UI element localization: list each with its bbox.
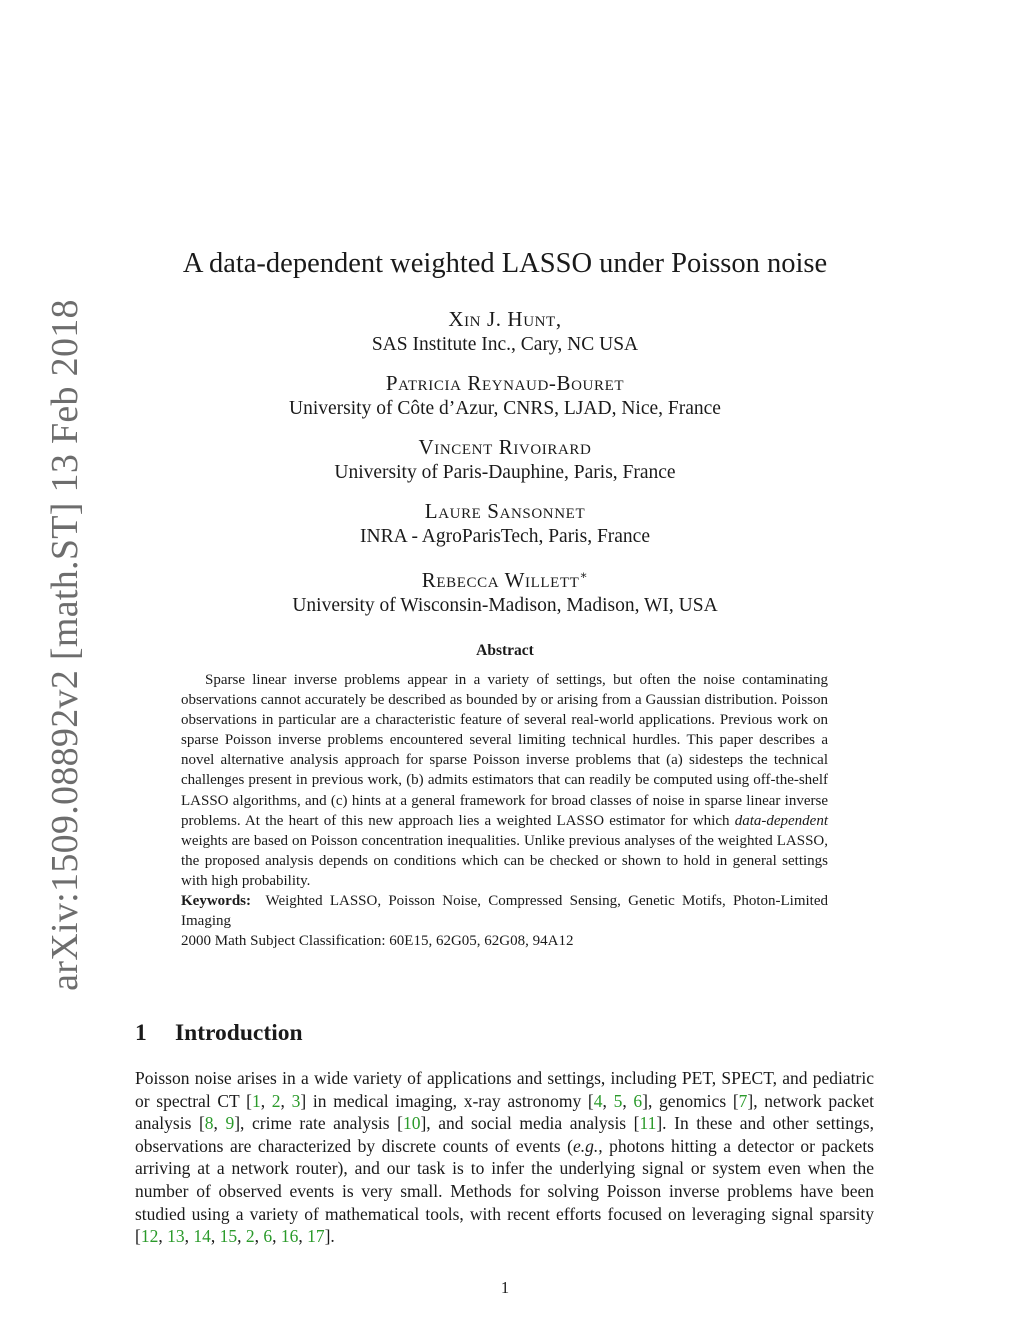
- keywords-list: Weighted LASSO, Poisson Noise, Compressed Sensing, Genetic Motifs, Photon-Limited Imaging: [181, 893, 828, 930]
- citation-link[interactable]: 4: [593, 1090, 603, 1111]
- citation-link[interactable]: 13: [167, 1226, 185, 1247]
- citation-link[interactable]: 16: [280, 1226, 299, 1247]
- msc-classification: 2000 Math Subject Classification: 60E15, 62G05, 62G08, 94A12: [181, 933, 574, 950]
- author-name: Laure Sansonnet: [424, 499, 586, 523]
- citation-link[interactable]: 2: [245, 1226, 255, 1247]
- abstract-text: Sparse linear inverse problems appear in a variety of settings, but often the noise contaminating observations cannot accurately be described as bounded by or arising from a Gaussian distribution. Poisson observations in particular are a characteristic feature of several real-world applications. Previous work on sparse Poisson inverse problems encountered several limiting technical hurdles. This paper describes a novel alternative analysis approach for sparse Poisson inverse problems that (a) sidesteps the technical challenges present in previous work, (b) admits estimators that can readily be computed using off-the-shelf LASSO algorithms, and (c) hints at a general framework for broad classes of noise in sparse linear inverse problems. At the heart of this new approach lies a weighted LASSO estimator for which: [181, 672, 828, 829]
- author-list: [0, 306, 1010, 631]
- section-title: Introduction: [175, 1020, 303, 1046]
- citation-group: 8, 9: [204, 1113, 235, 1134]
- citation-link[interactable]: 6: [263, 1226, 273, 1247]
- paper-title: A data-dependent weighted LASSO under Poisson noise: [182, 248, 828, 279]
- citation-link[interactable]: 15: [219, 1226, 238, 1247]
- intro-emphasis: e.g.,: [572, 1135, 603, 1156]
- section-heading: [135, 1020, 303, 1047]
- abstract-body: [181, 670, 828, 951]
- abstract-heading: Abstract: [476, 642, 534, 659]
- citation-link[interactable]: 10: [402, 1113, 421, 1134]
- abstract-emphasis: data-dependent: [734, 812, 828, 829]
- section-number: 1: [135, 1020, 147, 1046]
- intro-text: photons hitting a detector or packets arriving at a network router), and our task is to infer the underlying signal or system even when the number of observed events is very small. Methods for solving Poisson inverse problems have been studied using a variety of mathematical tools, with recent efforts focused on leveraging signal sparsity [: [135, 1135, 874, 1247]
- author-affiliation: INRA - AgroParisTech, Paris, France: [360, 526, 650, 547]
- author-name-text: Rebecca Willett: [421, 568, 580, 592]
- abstract-paragraph: [181, 670, 828, 891]
- author-name: Patricia Reynaud-Bouret: [385, 371, 625, 395]
- citation-group: 1, 2, 3: [251, 1090, 301, 1111]
- arxiv-identifier-stamp: arXiv:1509.08892v2 [math.ST] 13 Feb 2018: [44, 299, 86, 991]
- citation-link[interactable]: 2: [271, 1090, 281, 1111]
- corresponding-author-mark: ∗: [579, 568, 589, 582]
- citation-link[interactable]: 8: [204, 1113, 214, 1134]
- intro-paragraph: [135, 1067, 874, 1248]
- author-affiliation: SAS Institute Inc., Cary, NC USA: [371, 334, 639, 355]
- author-block: [0, 434, 1010, 486]
- abstract-text: weights are based on Poisson concentration inequalities. Unlike previous analyses of the weighted LASSO, the proposed analysis depends on conditions which can be checked or shown to hold in general settings with high probability.: [181, 832, 828, 889]
- citation-group: 12, 13, 14, 15, 2, 6, 16, 17: [140, 1226, 325, 1247]
- citation-link[interactable]: 11: [639, 1113, 657, 1134]
- citation-link[interactable]: 3: [291, 1090, 301, 1111]
- intro-text: ]. In these and other settings, observations are characterized by discrete counts of events (: [135, 1113, 874, 1156]
- author-block: [0, 370, 1010, 422]
- intro-text: ], crime rate analysis [: [234, 1113, 403, 1134]
- citation-group: 4, 5, 6: [593, 1090, 643, 1111]
- citation-group: [403, 1113, 421, 1133]
- author-name: [0, 562, 1010, 593]
- intro-text: Poisson noise arises in a wide variety of applications and settings, including PET, SPECT, and pediatric or spectral CT [: [135, 1068, 874, 1111]
- page-number: 1: [500, 1278, 510, 1297]
- citation-link[interactable]: 9: [225, 1113, 235, 1134]
- intro-text: ] in medical imaging, x-ray astronomy [: [300, 1090, 594, 1111]
- author-name: Vincent Rivoirard: [418, 435, 592, 459]
- author-affiliation: University of Wisconsin-Madison, Madison, WI, USA: [292, 595, 718, 616]
- intro-text: ].: [324, 1226, 335, 1247]
- citation-link[interactable]: 12: [140, 1226, 159, 1247]
- author-name: Xin J. Hunt,: [448, 307, 562, 331]
- citation-link[interactable]: 5: [613, 1090, 623, 1111]
- keywords-label: Keywords:: [181, 893, 251, 910]
- intro-text: ], genomics [: [642, 1090, 739, 1111]
- citation-group: [640, 1113, 657, 1133]
- citation-link[interactable]: 17: [307, 1226, 325, 1247]
- keywords-line: [181, 891, 828, 931]
- intro-text: ], network packet analysis [: [135, 1090, 875, 1134]
- intro-text: ], and social media analysis [: [420, 1113, 640, 1134]
- author-affiliation: University of Côte d’Azur, CNRS, LJAD, Nice, France: [289, 398, 721, 419]
- citation-link[interactable]: 7: [738, 1090, 748, 1111]
- author-block: [0, 498, 1010, 550]
- author-affiliation: University of Paris-Dauphine, Paris, France: [334, 462, 676, 483]
- citation-link[interactable]: 14: [193, 1226, 211, 1247]
- author-block: [0, 562, 1010, 619]
- citation-link[interactable]: 1: [251, 1090, 261, 1111]
- author-block: [0, 306, 1010, 358]
- citation-link[interactable]: 6: [633, 1090, 643, 1111]
